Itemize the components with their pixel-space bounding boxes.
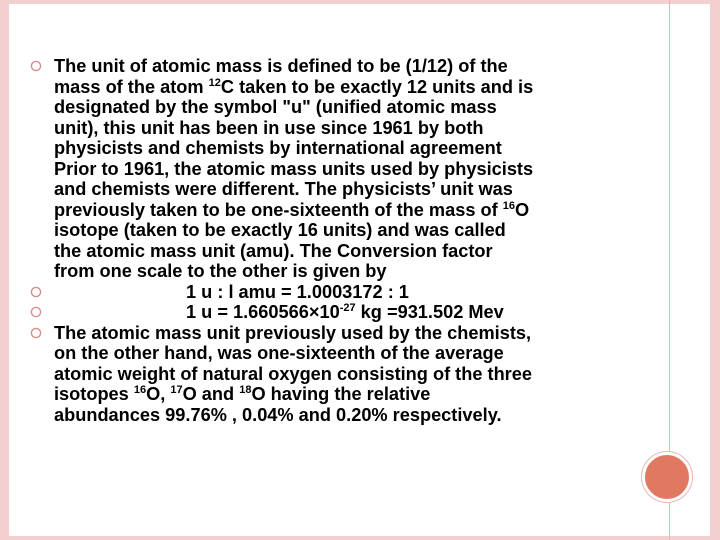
text-line: the atomic mass unit (amu). The Conversion factor	[54, 240, 493, 261]
hollow-circle-bullet-icon	[30, 327, 42, 339]
bullet-paragraph-unit-definition	[30, 56, 630, 282]
text-line: from one scale to the other is given by	[54, 261, 387, 281]
text-line: previously taken to be one-sixteenth of the mass of $^{16}$O	[54, 199, 530, 220]
text-line: isotope (taken to be exactly 16 units) and was called	[54, 220, 506, 240]
text-line: mass of the atom $^{12}$C taken to be exactly 12 units and is	[54, 76, 534, 97]
hollow-circle-bullet-icon	[30, 306, 42, 318]
text-line: designated by the symbol "u" (unified atomic mass	[54, 97, 497, 117]
text-line: on the other hand, was one-sixteenth of the average	[54, 343, 504, 363]
text-line: atomic weight of natural oxygen consisting of the three	[54, 363, 532, 384]
hollow-circle-bullet-icon	[30, 286, 42, 298]
text-line: unit), this unit has been in use since 1961 by both	[54, 117, 484, 138]
slide-content	[30, 56, 630, 425]
text-line: physicists and chemists by international agreement	[54, 138, 502, 158]
text-line: and chemists were different. The physicists’ unit was	[54, 179, 513, 199]
text-line: The unit of atomic mass is defined to be (1/12) of the	[54, 56, 508, 76]
text-line: abundances 99.76% , 0.04% and 0.20% respectively.	[54, 404, 502, 425]
hollow-circle-bullet-icon	[30, 60, 42, 72]
text-line: isotopes $^{16}$O, $^{17}$O and $^{18}$O having the relative	[54, 384, 431, 404]
bullet-equation-ratio	[30, 282, 630, 303]
equation-line: 1 u : l amu = 1.0003172 : 1	[186, 281, 409, 302]
decorative-circle	[642, 452, 692, 502]
text-line: Prior to 1961, the atomic mass units used by physicists	[54, 158, 534, 179]
text-line: The atomic mass unit previously used by the chemists,	[54, 322, 532, 343]
bullet-equation-conversion	[30, 302, 630, 323]
bullet-paragraph-chemists-unit	[30, 323, 630, 426]
equation-line: 1 $u = 1.660566\times 10^{-27}$ kg =931.502 Mev	[186, 302, 504, 322]
